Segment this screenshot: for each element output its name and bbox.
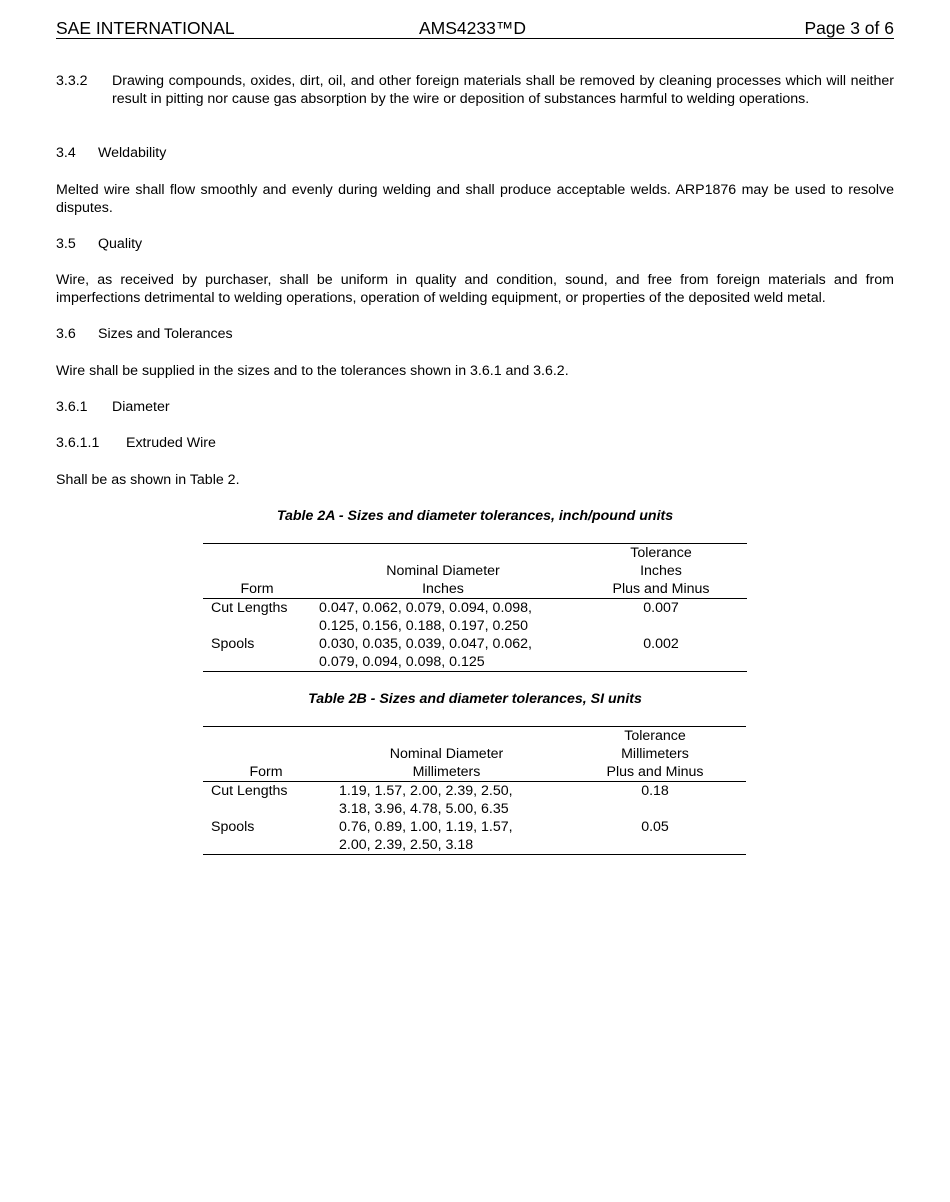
section-title: Quality xyxy=(98,236,143,252)
table-2a-caption: Table 2A - Sizes and diameter tolerances, inch/pound units xyxy=(276,508,674,524)
cell-diameter: 1.19, 1.57, 2.00, 2.39, 2.50, 3.18, 3.96, 4.78, 5.00, 6.35 xyxy=(339,783,513,817)
section-3-5-text: Wire, as received by purchaser, shall be uniform in quality and condition, sound, and free from foreign materials and from imperfections detrimental to welding operations, operation of welding equipment, or properties of the deposited weld metal. xyxy=(56,272,894,306)
section-3-6-heading xyxy=(56,325,894,343)
col-diameter-header: Nominal Diameter Millimeters xyxy=(329,727,564,782)
section-number: 3.5 xyxy=(56,236,76,252)
section-number: 3.4 xyxy=(56,145,76,161)
cell-diameter: 0.030, 0.035, 0.039, 0.047, 0.062, 0.079, 0.094, 0.098, 0.125 xyxy=(311,635,575,672)
header-org: SAE INTERNATIONAL xyxy=(56,18,235,38)
col-tolerance-header: Tolerance Millimeters Plus and Minus xyxy=(564,727,746,782)
section-number: 3.6.1 xyxy=(56,399,88,415)
table-row xyxy=(203,818,746,855)
table-2b xyxy=(203,726,746,855)
section-3-4-text: Melted wire shall flow smoothly and evenly during welding and shall produce acceptable welds. ARP1876 may be used to resolve disputes. xyxy=(56,182,894,216)
section-title: Sizes and Tolerances xyxy=(98,326,233,342)
section-3-4-heading xyxy=(56,144,894,162)
section-3-5-heading xyxy=(56,235,894,253)
cell-tolerance: 0.18 xyxy=(641,783,669,799)
section-3-3-2 xyxy=(56,72,894,108)
cell-tolerance: 0.002 xyxy=(575,635,747,672)
table-row xyxy=(203,635,747,672)
col-form-header: Form xyxy=(203,727,329,782)
page-header xyxy=(56,18,894,39)
section-number: 3.6 xyxy=(56,326,76,342)
cell-form: Spools xyxy=(203,635,311,672)
section-3-6-1-1-heading xyxy=(56,434,894,452)
section-title: Weldability xyxy=(98,145,167,161)
col-form-header: Form xyxy=(203,544,311,599)
cell-form: Cut Lengths xyxy=(211,600,288,616)
section-3-6-1-1-text: Shall be as shown in Table 2. xyxy=(56,472,240,488)
section-text: Drawing compounds, oxides, dirt, oil, and other foreign materials shall be removed by cleaning processes which will neither result in pitting nor cause gas absorption by the wire or deposition of substances harmful to welding operations. xyxy=(112,73,894,107)
table-2a xyxy=(203,543,747,672)
section-title: Extruded Wire xyxy=(126,435,216,451)
cell-tolerance: 0.05 xyxy=(564,818,746,855)
col-diameter-header: Nominal Diameter Inches xyxy=(311,544,575,599)
section-3-6-text: Wire shall be supplied in the sizes and to the tolerances shown in 3.6.1 and 3.6.2. xyxy=(56,363,569,379)
section-title: Diameter xyxy=(112,399,170,415)
section-3-6-1-heading xyxy=(56,398,894,416)
table-row xyxy=(203,782,746,819)
cell-diameter: 0.047, 0.062, 0.079, 0.094, 0.098, 0.125, 0.156, 0.188, 0.197, 0.250 xyxy=(319,600,532,634)
section-number: 3.6.1.1 xyxy=(56,435,100,451)
header-doc-id: AMS4233™D xyxy=(419,18,526,38)
cell-diameter: 0.76, 0.89, 1.00, 1.19, 1.57, 2.00, 2.39, 2.50, 3.18 xyxy=(329,818,564,855)
cell-tolerance: 0.007 xyxy=(643,600,679,616)
table-row xyxy=(203,599,747,636)
cell-form: Cut Lengths xyxy=(211,783,288,799)
header-page-number: Page 3 of 6 xyxy=(804,18,894,38)
table-2b-caption: Table 2B - Sizes and diameter tolerances, SI units xyxy=(308,691,642,707)
cell-form: Spools xyxy=(203,818,329,855)
col-tolerance-header: Tolerance Inches Plus and Minus xyxy=(575,544,747,599)
section-number: 3.3.2 xyxy=(56,73,88,89)
